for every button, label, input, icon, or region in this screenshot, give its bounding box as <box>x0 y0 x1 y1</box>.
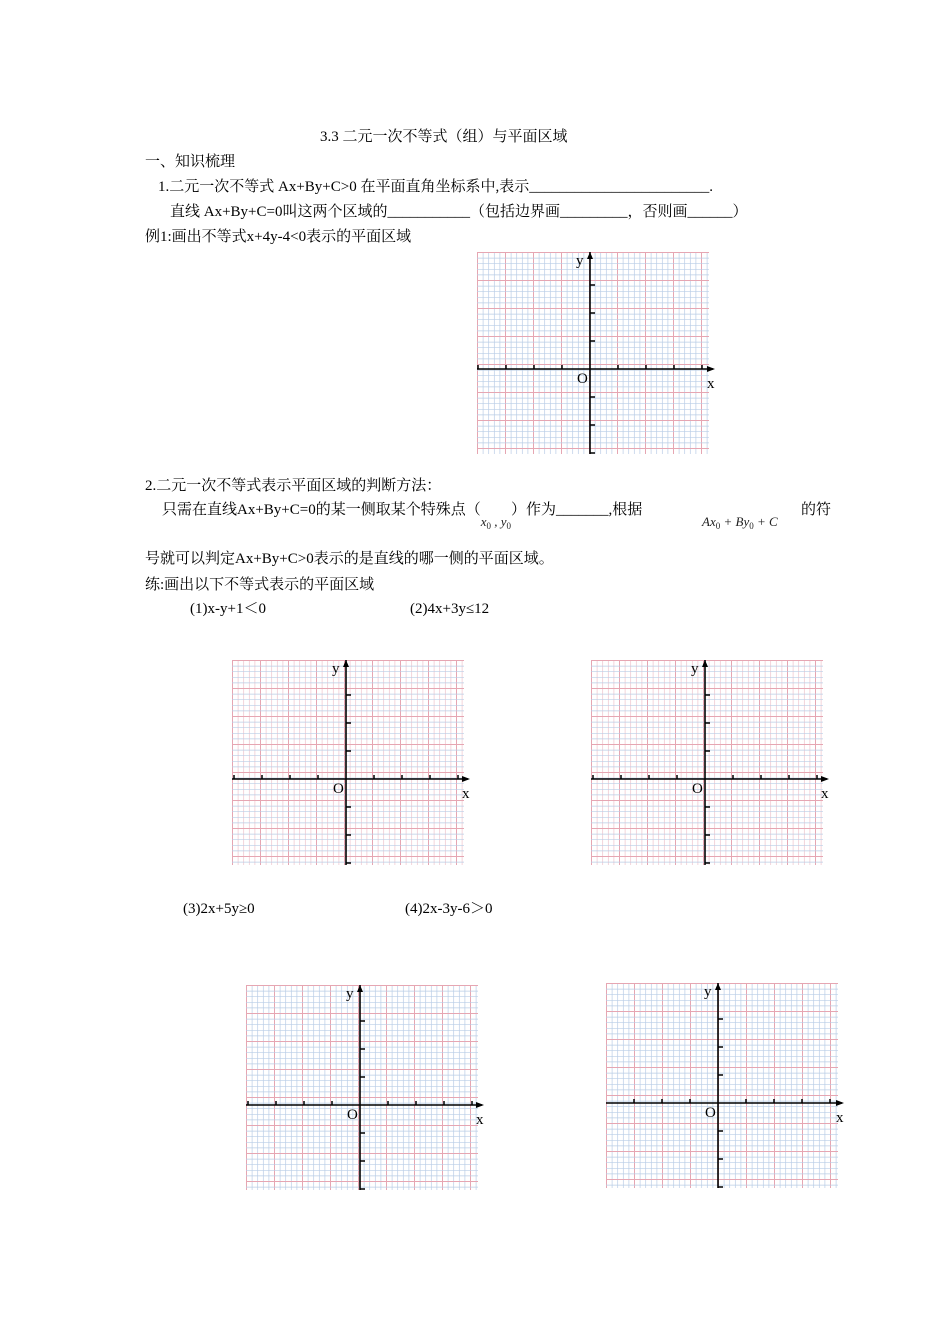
practice-4: (4)2x-3y-6＞0 <box>405 901 493 917</box>
item-1b: 直线 Ax+By+C=0叫这两个区域的___________（包括边界画_________，否则画______） <box>170 204 748 220</box>
grid-practice-3 <box>246 985 490 1194</box>
item-1: 1.二元一次不等式 Ax+By+C>0 在平面直角坐标系中,表示________________________. <box>158 179 713 195</box>
y-axis-label: y <box>704 984 712 1000</box>
example-1: 例1:画出不等式x+4y-4<0表示的平面区域 <box>145 229 412 245</box>
point-expression: $x_0$ , $y_0$ <box>480 514 512 531</box>
item-2b-part-c: 的符 <box>801 502 832 518</box>
practice-3: (3)2x+5y≥0 <box>183 901 255 917</box>
practice-heading: 练:画出以下不等式表示的平面区域 <box>145 577 375 593</box>
section-heading: 一、知识梳理 <box>145 154 236 170</box>
x-axis-label: x <box>836 1110 844 1126</box>
x-axis-label: x <box>821 786 829 802</box>
y-axis-label: y <box>576 253 584 269</box>
y-axis-label: y <box>346 986 354 1002</box>
practice-2: (2)4x+3y≤12 <box>410 601 490 617</box>
item-2b <box>162 501 643 531</box>
y-axis-label: y <box>691 661 699 677</box>
origin-label: O <box>347 1107 358 1123</box>
grid-practice-4 <box>606 983 850 1192</box>
y-axis-label: y <box>332 661 340 677</box>
grid-practice-1 <box>232 660 476 869</box>
origin-label: O <box>692 781 703 797</box>
grid-practice-2 <box>591 660 835 869</box>
x-axis-label: x <box>476 1112 484 1128</box>
grid-example <box>477 252 721 458</box>
item-2b-part-b: ）作为_______,根据 <box>511 502 643 518</box>
origin-label: O <box>333 781 344 797</box>
page-title: 3.3 二元一次不等式（组）与平面区域 <box>320 129 568 145</box>
origin-label: O <box>705 1105 716 1121</box>
origin-label: O <box>577 371 588 387</box>
item-2: 2.二元一次不等式表示平面区域的判断方法： <box>145 478 442 494</box>
linear-expression: $Ax_0 + By_0 + C$ <box>702 514 778 531</box>
item-2c: 号就可以判定Ax+By+C>0表示的是直线的哪一侧的平面区域。 <box>145 551 554 567</box>
x-axis-label: x <box>707 376 715 392</box>
x-axis-label: x <box>462 786 470 802</box>
item-2b-part-a: 只需在直线Ax+By+C=0的某一侧取某个特殊点（ <box>162 502 481 518</box>
practice-1: (1)x-y+1＜0 <box>190 601 266 617</box>
